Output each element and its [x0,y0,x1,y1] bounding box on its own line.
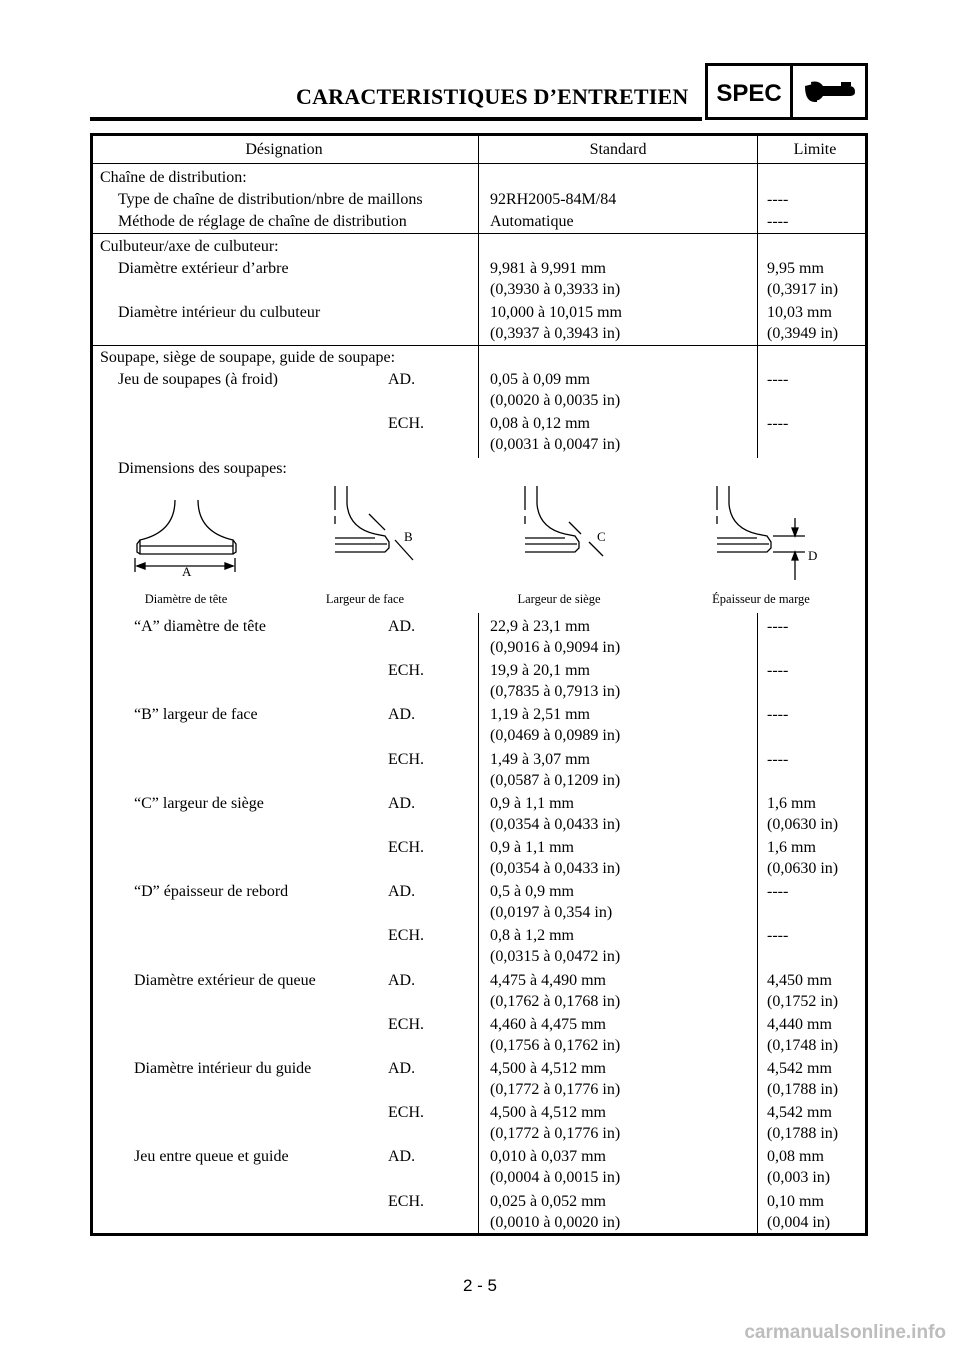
row-standard: 4,500 à 4,512 mm [490,1060,606,1077]
row-standard-in: (0,1772 à 0,1776 in) [490,1125,621,1143]
row-limit-in: (0,1788 in) [767,1125,839,1143]
row-limit: 4,450 mm [767,971,832,989]
row-limit: 1,6 mm [767,794,816,812]
fig-caption: Épaisseur de marge [712,592,810,606]
col-divider [757,613,758,1236]
col-divider [757,133,758,458]
row-standard-in: (0,0469 à 0,0989 in) [490,727,621,745]
fig-letter-a: A [182,564,192,579]
row-limit-in: (0,0630 in) [767,815,839,833]
row-limit-in: (0,1788 in) [767,1081,839,1098]
row-limit-in: (0,3949 in) [767,325,839,342]
row-standard-in: (0,0354 à 0,0433 in) [490,815,621,833]
wrench-icon [801,76,857,110]
row-standard: Automatique [490,213,574,230]
row-limit: ---- [767,213,789,230]
row-sub: AD. [388,706,416,724]
row-sub: ECH. [388,927,424,945]
row-divider [90,163,868,164]
row-limit: ---- [767,415,789,432]
fig-letter-d: D [808,548,818,563]
row-limit-in: (0,1748 in) [767,1036,839,1054]
row-standard: 22,9 à 23,1 mm [490,618,590,635]
tool-badge [790,63,868,120]
section-title: Chaîne de distribution: [100,169,247,186]
row-label: “C” largeur de siège [134,794,264,812]
row-limit: 0,10 mm [767,1192,824,1210]
row-standard-in: (0,0315 à 0,0472 in) [490,948,621,966]
row-limit: 10,03 mm [767,304,832,321]
row-standard-in: (0,1756 à 0,1762 in) [490,1036,621,1054]
row-sub: AD. [388,1148,416,1166]
row-standard: 4,500 à 4,512 mm [490,1104,606,1122]
row-standard-in: (0,9016 à 0,9094 in) [490,639,621,656]
row-limit: ---- [767,927,789,945]
row-standard-in: (0,0004 à 0,0015 in) [490,1169,621,1187]
row-divider [90,345,868,346]
fig-caption: Diamètre de tête [144,592,228,606]
seat-width-figure [525,486,603,556]
row-label: Jeu de soupapes (à froid) [118,371,278,388]
dims-label: Dimensions des soupapes: [118,460,287,477]
row-limit: ---- [767,662,789,680]
row-standard: 0,08 à 0,12 mm [490,415,590,432]
row-label: Jeu entre queue et guide [134,1148,289,1166]
row-sub: AD. [388,971,416,989]
row-standard-in: (0,0587 à 0,1209 in) [490,771,621,789]
col-header-limite: Limite [793,141,837,158]
row-sub: ECH. [388,1192,424,1210]
row-standard: 1,49 à 3,07 mm [490,750,590,768]
col-header-standard: Standard [589,141,647,158]
row-standard: 10,000 à 10,015 mm [490,304,622,321]
row-standard: 0,8 à 1,2 mm [490,927,574,945]
row-sub: AD. [388,618,416,635]
page-number: 2 - 5 [462,1276,498,1295]
row-standard: 0,025 à 0,052 mm [490,1192,606,1210]
row-sub: ECH. [388,415,424,432]
row-limit: ---- [767,618,789,635]
row-standard: 0,9 à 1,1 mm [490,794,574,812]
row-divider [90,233,868,234]
watermark: carmanualsonline.info [744,1322,946,1343]
margin-thickness-figure [717,486,805,580]
row-standard: 0,9 à 1,1 mm [490,839,574,856]
row-limit-in: (0,1752 in) [767,992,839,1010]
row-standard-in: (0,1762 à 0,1768 in) [490,992,621,1010]
row-standard: 4,475 à 4,490 mm [490,971,606,989]
row-limit: 9,95 mm [767,260,824,277]
row-limit: 1,6 mm [767,839,816,856]
section-title: Culbuteur/axe de culbuteur: [100,238,279,255]
row-limit: ---- [767,706,789,724]
row-limit: ---- [767,371,789,388]
row-limit: ---- [767,883,789,901]
row-sub: AD. [388,1060,416,1077]
row-standard-in: (0,7835 à 0,7913 in) [490,683,621,701]
row-sub: ECH. [388,839,424,856]
row-limit: 4,440 mm [767,1015,832,1033]
fig-letter-c: C [597,529,606,544]
row-standard-in: (0,0197 à 0,354 in) [490,904,613,922]
row-label: Diamètre extérieur de queue [134,971,316,989]
valve-figures [95,480,865,590]
row-standard: 0,5 à 0,9 mm [490,883,574,901]
row-sub: ECH. [388,1104,424,1122]
row-standard: 9,981 à 9,991 mm [490,260,606,277]
row-label: “A” diamètre de tête [134,618,266,635]
row-standard: 0,010 à 0,037 mm [490,1148,606,1166]
row-standard-in: (0,0354 à 0,0433 in) [490,860,621,877]
row-sub: ECH. [388,750,424,768]
row-label: Diamètre extérieur d’arbre [118,260,289,277]
row-sub: AD. [388,883,416,901]
row-limit: ---- [767,191,789,208]
row-limit-in: (0,0630 in) [767,860,839,877]
spec-badge-label: SPEC [716,80,782,107]
row-standard-in: (0,3937 à 0,3943 in) [490,325,621,342]
page-title: CARACTERISTIQUES D’ENTRETIEN [296,84,689,109]
spec-badge [705,63,793,120]
section-title: Soupape, siège de soupape, guide de soupape: [100,349,396,366]
fig-caption: Largeur de face [325,592,405,606]
row-limit: 4,542 mm [767,1060,832,1077]
header-rule [90,117,702,121]
row-sub: ECH. [388,662,424,680]
row-label: “D” épaisseur de rebord [134,883,289,901]
fig-caption: Largeur de siège [517,592,601,606]
row-limit: 4,542 mm [767,1104,832,1122]
fig-letter-b: B [404,529,413,544]
row-standard-in: (0,3930 à 0,3933 in) [490,281,621,298]
col-divider [478,613,479,1236]
row-label: Diamètre intérieur du guide [134,1060,312,1077]
row-standard: 92RH2005-84M/84 [490,191,617,208]
col-divider [478,133,479,458]
row-sub: AD. [388,794,416,812]
row-standard-in: (0,1772 à 0,1776 in) [490,1081,621,1098]
row-limit-in: (0,003 in) [767,1169,831,1187]
row-standard: 0,05 à 0,09 mm [490,371,590,388]
row-standard-in: (0,0010 à 0,0020 in) [490,1213,621,1231]
row-limit: 0,08 mm [767,1148,824,1166]
row-label: Diamètre intérieur du culbuteur [118,304,321,321]
row-standard-in: (0,0020 à 0,0035 in) [490,392,621,409]
row-label: Type de chaîne de distribution/nbre de maillons [118,191,423,208]
row-standard: 19,9 à 20,1 mm [490,662,590,680]
row-standard: 1,19 à 2,51 mm [490,706,590,724]
row-limit-in: (0,004 in) [767,1213,831,1231]
row-label: Méthode de réglage de chaîne de distribution [118,213,407,230]
row-sub: AD. [388,371,416,388]
row-limit-in: (0,3917 in) [767,281,839,298]
face-width-figure [335,486,413,560]
col-header-designation: Désignation [245,141,323,158]
row-label: “B” largeur de face [134,706,258,724]
row-sub: ECH. [388,1015,424,1033]
row-limit: ---- [767,750,789,768]
row-standard: 4,460 à 4,475 mm [490,1015,606,1033]
row-standard-in: (0,0031 à 0,0047 in) [490,436,621,453]
